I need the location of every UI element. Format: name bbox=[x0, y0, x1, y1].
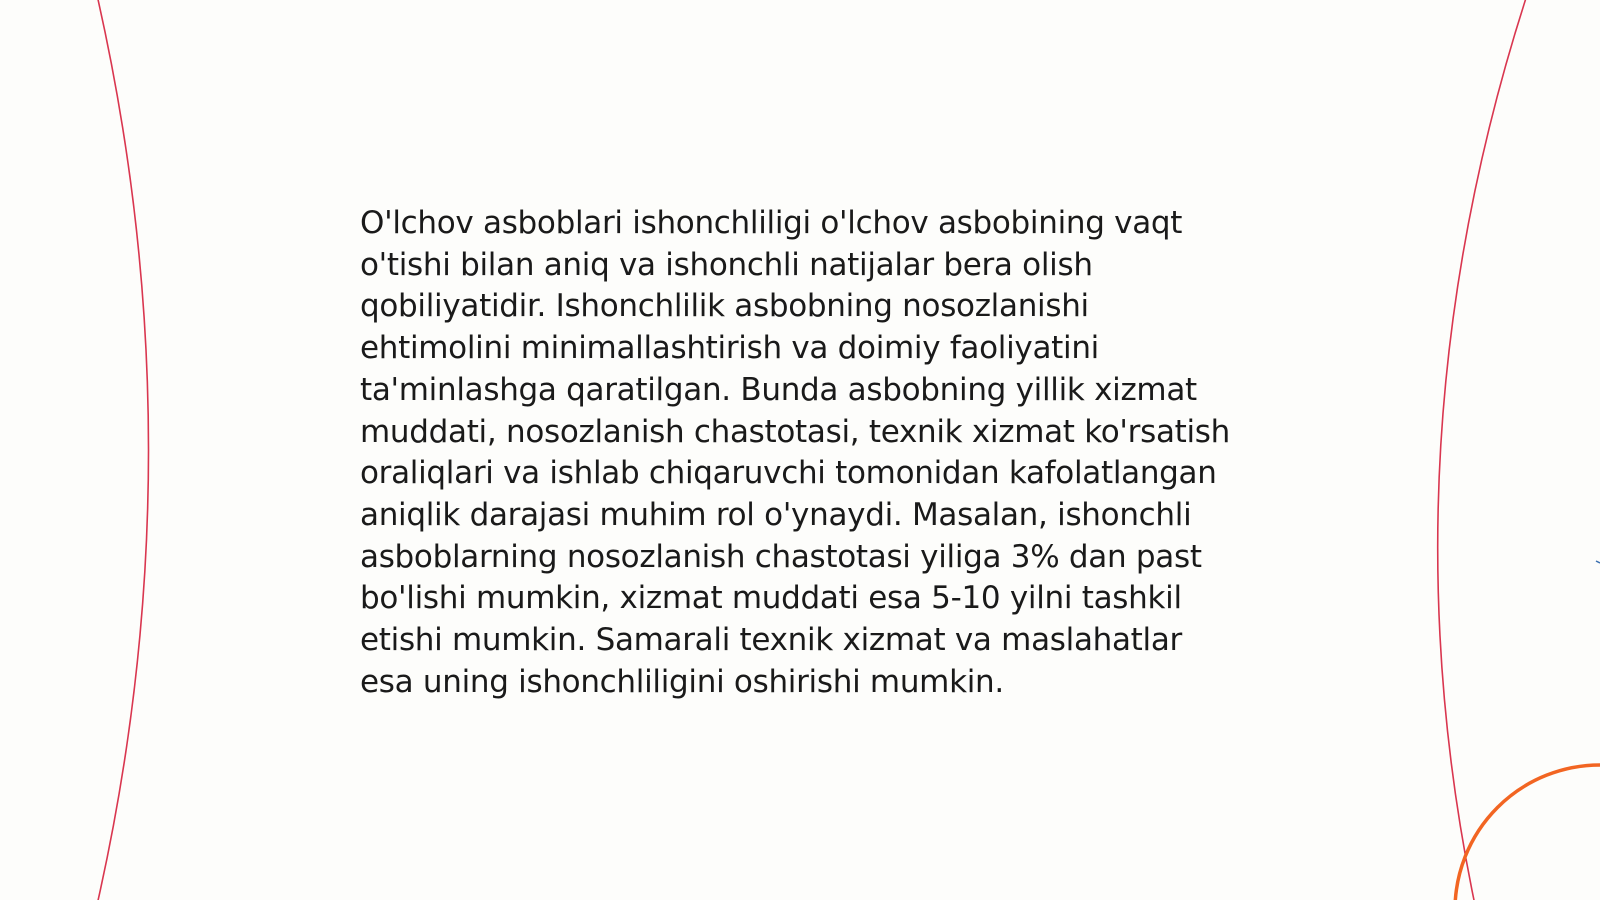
right-curve-line bbox=[1438, 0, 1527, 900]
left-curve-line bbox=[97, 0, 149, 900]
orange-accent-arc bbox=[1455, 765, 1600, 900]
body-paragraph: O'lchov asboblari ishonchliligi o'lchov asbobining vaqt o'tishi bilan aniq va ishonchli natijalar bera olish qobiliyatidir. Ishonchlilik asbobning nosozlanishi ehtimolini minimallashtirish va doimiy faoliyatini ta'minlashga qaratilgan. Bunda asbobning yillik xizmat muddati, nosozlanish chastotasi, texnik xizmat ko'rsatish oraliqlari va ishlab chiqaruvchi tomonidan kafolatlangan aniqlik darajasi muhim rol o'ynaydi. Masalan, ishonchli asboblarning nosozlanish chastotasi yiliga 3% dan past bo'lishi mumkin, xizmat muddati esa 5-10 yilni tashkil etishi mumkin. Samarali texnik xizmat va maslahatlar esa uning ishonchliligini oshirishi mumkin. bbox=[360, 205, 1231, 700]
small-blue-mark bbox=[1596, 561, 1600, 563]
